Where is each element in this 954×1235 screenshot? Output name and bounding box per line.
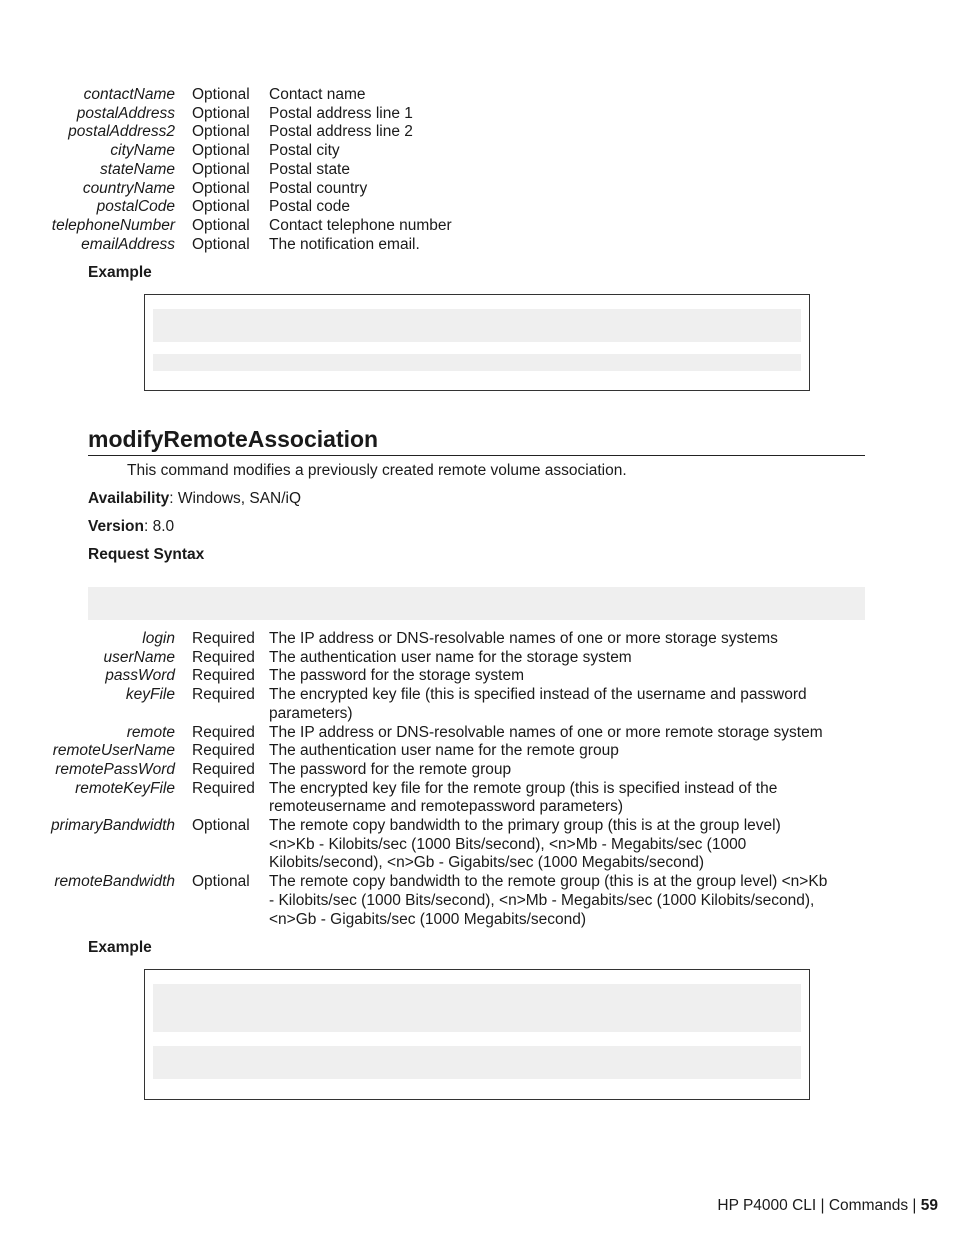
- param-row: [0, 86, 954, 105]
- availability-line: [88, 490, 301, 508]
- param-requirement: Optional: [192, 160, 250, 178]
- param-requirement: Required: [192, 779, 255, 797]
- param-requirement: Required: [192, 630, 255, 647]
- param-description: The authentication user name for the storage system: [269, 648, 632, 666]
- param-requirement: Optional: [192, 216, 250, 234]
- param-row: [0, 236, 954, 255]
- param-requirement: Required: [192, 686, 255, 704]
- param-description: The notification email.: [269, 235, 420, 253]
- param-name: userName: [103, 648, 175, 666]
- param-description: The password for the storage system: [269, 667, 525, 685]
- param-requirement: Required: [192, 648, 255, 666]
- param-row: [0, 724, 954, 743]
- param-requirement: Required: [192, 760, 255, 778]
- param-row: [0, 217, 954, 236]
- param-name: login: [142, 630, 175, 647]
- param-requirement: Optional: [192, 873, 250, 891]
- param-name: remoteKeyFile: [75, 779, 175, 797]
- param-row: [0, 180, 954, 199]
- param-row: [0, 667, 954, 686]
- param-name: passWord: [105, 667, 175, 685]
- param-name: emailAddress: [81, 235, 175, 253]
- param-name: postalCode: [96, 198, 175, 216]
- param-row: [0, 817, 954, 873]
- param-requirement: Optional: [192, 123, 250, 141]
- params-table-top: [0, 86, 954, 254]
- version-value: : 8.0: [144, 518, 175, 535]
- param-name: primaryBandwidth: [50, 817, 175, 835]
- param-requirement: Required: [192, 723, 255, 741]
- param-row: [0, 649, 954, 668]
- param-requirement: Optional: [192, 817, 250, 835]
- availability-value: : Windows, SAN/iQ: [169, 490, 302, 507]
- param-description: The remote copy bandwidth to the remote group (this is at the group level) <n>Kb - Kilobits/sec (1000 Bits/second), <n>Mb - Megabits/sec (1000 Kilobits/second), <n>Gb - Gigabits/sec (1000 Megabits/second): [269, 873, 828, 928]
- param-requirement: Optional: [192, 179, 250, 197]
- param-name: contactName: [83, 86, 175, 103]
- example-code-box: [144, 969, 810, 1100]
- param-row: [0, 198, 954, 217]
- param-name: remotePassWord: [55, 760, 175, 778]
- param-description: Postal state: [269, 160, 350, 178]
- param-name: remoteBandwidth: [54, 873, 175, 891]
- param-description: The IP address or DNS-resolvable names of one or more storage systems: [269, 630, 778, 647]
- param-row: [0, 742, 954, 761]
- param-description: The authentication user name for the remote group: [269, 742, 619, 760]
- param-description: The password for the remote group: [269, 760, 512, 778]
- param-name: postalAddress: [76, 104, 175, 122]
- param-row: [0, 630, 954, 649]
- request-syntax-heading: Request Syntax: [88, 546, 205, 563]
- param-description: Contact telephone number: [269, 216, 452, 234]
- example-heading: Example: [88, 264, 152, 281]
- version-label: Version: [88, 518, 144, 535]
- section-title: modifyRemoteAssociation: [88, 424, 865, 456]
- param-row: [0, 686, 954, 723]
- param-description: The encrypted key file for the remote group (this is specified instead of the remoteusername and remotepassword parameters): [269, 779, 778, 816]
- param-requirement: Optional: [192, 104, 250, 122]
- param-requirement: Optional: [192, 86, 250, 103]
- param-requirement: Required: [192, 667, 255, 685]
- param-description: Postal code: [269, 198, 350, 216]
- code-block: [153, 309, 801, 342]
- params-table-bottom: [0, 630, 954, 929]
- param-name: countryName: [82, 179, 175, 197]
- section-intro: This command modifies a previously created remote volume association.: [127, 462, 627, 479]
- param-description: The IP address or DNS-resolvable names of one or more remote storage system: [269, 723, 823, 741]
- param-name: telephoneNumber: [51, 216, 175, 234]
- page-number: 59: [920, 1197, 938, 1214]
- param-description: Postal address line 2: [269, 123, 413, 141]
- param-requirement: Optional: [192, 235, 250, 253]
- param-description: The remote copy bandwidth to the primary group (this is at the group level) <n>Kb - Kilobits/sec (1000 Bits/second), <n>Mb - Megabits/sec (1000 Kilobits/second), <n>Gb - Gigabits/sec (1000 Megabits/second): [269, 817, 781, 872]
- version-line: [88, 518, 174, 536]
- param-row: [0, 142, 954, 161]
- param-description: Postal address line 1: [269, 104, 413, 122]
- param-description: Postal country: [269, 179, 368, 197]
- param-name: stateName: [100, 160, 175, 178]
- param-row: [0, 761, 954, 780]
- code-block: [153, 1046, 801, 1079]
- param-name: keyFile: [125, 686, 175, 704]
- param-name: postalAddress2: [68, 123, 175, 141]
- example-heading: Example: [88, 939, 152, 956]
- param-row: [0, 873, 954, 929]
- param-requirement: Required: [192, 742, 255, 760]
- param-row: [0, 161, 954, 180]
- param-description: Postal city: [269, 142, 340, 160]
- availability-label: Availability: [88, 490, 170, 507]
- code-block: [153, 984, 801, 1032]
- param-name: cityName: [110, 142, 175, 160]
- code-block: [153, 354, 801, 371]
- param-description: Contact name: [269, 86, 366, 103]
- request-syntax-code: [88, 587, 865, 620]
- param-row: [0, 105, 954, 124]
- param-row: [0, 123, 954, 142]
- page-footer: [717, 1197, 938, 1215]
- example-code-box: [144, 294, 810, 391]
- param-requirement: Optional: [192, 142, 250, 160]
- footer-text: HP P4000 CLI | Commands |: [717, 1197, 921, 1214]
- param-row: [0, 780, 954, 817]
- param-name: remote: [126, 723, 175, 741]
- param-name: remoteUserName: [52, 742, 175, 760]
- param-requirement: Optional: [192, 198, 250, 216]
- param-description: The encrypted key file (this is specified instead of the username and password parameters): [269, 686, 807, 722]
